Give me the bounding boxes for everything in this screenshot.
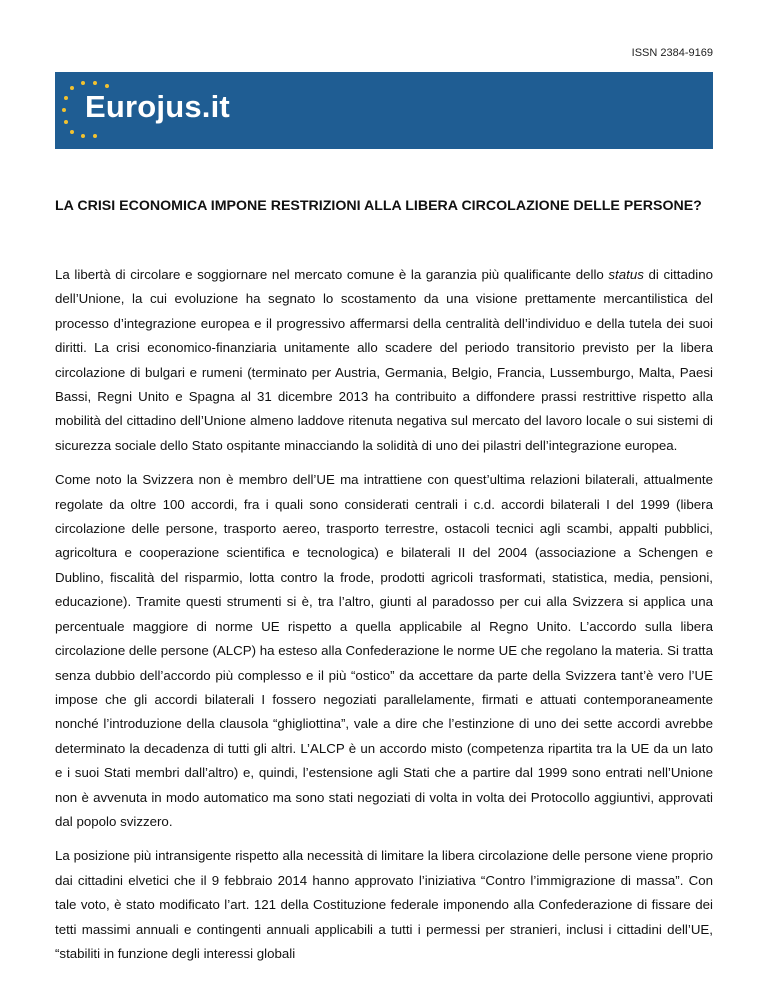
site-logo: Eurojus.it	[85, 89, 230, 124]
article-body	[55, 263, 713, 976]
paragraph-1: La libertà di circolare e soggiornare nel mercato comune è la garanzia più qualificante dello status di cittadino dell’Unione, la cui evoluzione ha segnato lo scostamento da una visione prettamente mercantilistica del processo d’integrazione europea e il progressivo affermarsi della centralità dell’individuo e della tutela dei suoi diritti. La crisi economico-finanziaria unitamente allo scadere del periodo transitorio previsto per la libera circolazione di bulgari e rumeni (terminato per Austria, Germania, Belgio, Francia, Lussemburgo, Malta, Paesi Bassi, Regni Unito e Spagna al 31 dicembre 2013 ha contribuito a diffondere prassi restrittive rispetto alla mobilità del cittadino dell’Unione almeno laddove ritenuta negativa sul mercato del lavoro locale o sui sistemi di sicurezza sociale dello Stato ospitante minacciando la solidità di uno dei pilastri dell’integrazione europea.	[55, 267, 713, 453]
paragraph-2: Come noto la Svizzera non è membro dell’UE ma intrattiene con quest’ultima relazioni bilaterali, attualmente regolate da oltre 100 accordi, fra i quali sono considerati centrali i c.d. accordi bilaterali I del 1999 (libera circolazione delle persone, trasporto aereo, trasporto terrestre, ostacoli tecnici agli scambi, appalti pubblici, agricoltura e cooperazione scientifica e tecnologica) e bilaterali II del 2004 (associazione a Schengen e Dublino, fiscalità del risparmio, lotta contro la frode, prodotti agricoli trasformati, statistica, media, pensioni, educazione). Tramite questi strumenti si è, tra l’altro, giunti al paradosso per cui alla Svizzera si applica una percentuale maggiore di norme UE rispetto a quella applicabile al Regno Unito. L’accordo sulla libera circolazione delle persone (ALCP) ha esteso alla Confederazione le norme UE che regolano la materia. Si tratta senza dubbio dell’accordo più complesso e il più “ostico” da accettare da parte della Svizzera tant’è vero l’UE impose che gli accordi bilaterali I fossero negoziati parallelamente, firmati e attuati contemporaneamente nonché l’introduzione della clausola “ghigliottina”, vale a dire che l’estinzione di uno dei sette accordi avrebbe determinato la decadenza di tutti gli altri. L’ALCP è un accordo misto (competenza ripartita tra la UE da un lato e i suoi Stati membri dall’altro) e, quindi, l’estensione agli Stati che a partire dal 1999 sono entrati nell’Unione non è avvenuta in modo automatico ma sono stati negoziati di volta in volta dei Protocollo aggiuntivi, approvati dal popolo svizzero.	[55, 472, 713, 829]
article-title: LA CRISI ECONOMICA IMPONE RESTRIZIONI ALLA LIBERA CIRCOLAZIONE DELLE PERSONE?	[55, 198, 702, 214]
status-emphasis: status	[608, 267, 644, 282]
header-banner	[55, 72, 713, 149]
issn-label: ISSN 2384-9169	[631, 47, 713, 59]
paragraph-3: La posizione più intransigente rispetto alla necessità di limitare la libera circolazione delle persone viene proprio dai cittadini elvetici che il 9 febbraio 2014 hanno approvato l’iniziativa “Contro l’immigrazione di massa”. Con tale voto, è stato modificato l’art. 121 della Costituzione federale imponendo alla Confederazione di fissare dei tetti massimi annuali e contingenti annuali applicabili a tutti i permessi per stranieri, inclusi i cittadini dell’UE, “stabiliti in funzione degli interessi globali	[55, 848, 713, 961]
